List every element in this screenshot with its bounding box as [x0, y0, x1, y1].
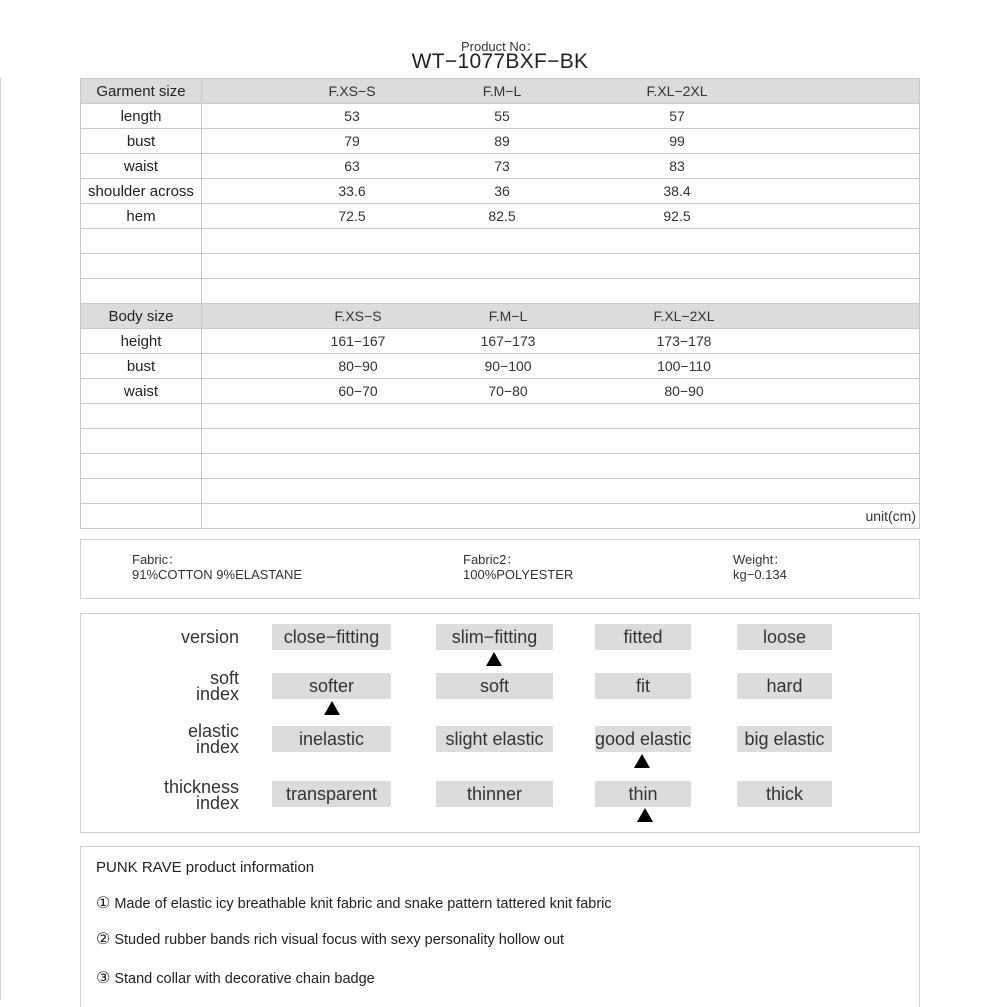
row-label: waist: [81, 379, 202, 404]
item-text: Studed rubber bands rich visual focus with sexy personality hollow out: [114, 932, 565, 948]
table-cell: 92.5: [663, 208, 691, 224]
table-cell: 60−70: [338, 383, 378, 399]
garment-size-col-header: F.XL−2XL: [646, 83, 708, 99]
table-cell: 83: [669, 158, 685, 174]
fabric-properties-box: [80, 613, 920, 833]
row-label: waist: [81, 154, 202, 179]
row-label: bust: [81, 354, 202, 379]
fabric-value: 91%COTTON 9%ELASTANE: [132, 567, 303, 582]
table-row: [81, 129, 920, 154]
elastic-option: big elastic: [737, 726, 832, 752]
thickness-option: thick: [737, 781, 832, 807]
thickness-index-label: thickness index: [163, 777, 239, 813]
empty-row: [81, 429, 920, 454]
table-cell: 99: [669, 133, 685, 149]
garment-size-header-row: [81, 79, 920, 104]
elastic-option: inelastic: [272, 726, 391, 752]
table-cell: 100−110: [657, 358, 711, 374]
version-option: slim−fitting: [436, 624, 553, 650]
product-no-label: Product No：: [460, 39, 540, 54]
table-cell: 55: [494, 108, 510, 124]
product-info-title: PUNK RAVE product information: [96, 859, 315, 876]
item-text: Stand collar with decorative chain badge: [114, 971, 375, 987]
selected-indicator-triangle-icon: [324, 701, 340, 715]
fabric-info-box: [80, 539, 920, 599]
table-cell: 80−90: [338, 358, 378, 374]
table-cell: 82.5: [488, 208, 516, 224]
row-label: length: [81, 104, 202, 129]
table-row: [81, 154, 920, 179]
soft-option: hard: [737, 673, 832, 699]
table-cell: 63: [344, 158, 360, 174]
thickness-option: thin: [595, 781, 691, 807]
garment-size-col-header: F.M−L: [482, 83, 522, 99]
list-item: [96, 893, 612, 913]
list-item: [96, 968, 375, 988]
item-text: Made of elastic icy breathable knit fabric and snake pattern tattered knit fabric: [114, 896, 612, 912]
table-row: [81, 179, 920, 204]
empty-row: [81, 229, 920, 254]
selected-indicator-triangle-icon: [637, 808, 653, 822]
empty-row: [81, 254, 920, 279]
weight-label: Weight：: [733, 552, 787, 567]
garment-size-col-header: F.XS−S: [328, 83, 376, 99]
thickness-option: thinner: [436, 781, 553, 807]
row-label: height: [81, 329, 202, 354]
fabric-label: Fabric：: [132, 552, 182, 567]
item-number: ①: [96, 895, 111, 912]
soft-option: soft: [436, 673, 553, 699]
table-cell: 73: [494, 158, 510, 174]
table-cell: 80−90: [664, 383, 704, 399]
body-size-header-row: [81, 304, 920, 329]
selected-indicator-triangle-icon: [634, 754, 650, 768]
item-number: ②: [96, 931, 111, 948]
soft-option: fit: [595, 673, 691, 699]
body-size-col-header: F.XS−S: [334, 308, 382, 324]
weight-value: kg−0.134: [733, 567, 787, 582]
empty-row: [81, 479, 920, 504]
fabric2-label: Fabric2：: [463, 552, 520, 567]
unit-row: [81, 504, 920, 529]
table-row: [81, 379, 920, 404]
elastic-option: slight elastic: [436, 726, 553, 752]
product-info-box: [80, 846, 920, 1007]
fabric2-value: 100%POLYESTER: [463, 567, 574, 582]
unit-label: unit(cm): [202, 504, 920, 529]
empty-row: [81, 279, 920, 304]
table-cell: 53: [344, 108, 360, 124]
product-code: WT−1077BXF−BK: [411, 50, 589, 73]
table-cell: 57: [669, 108, 685, 124]
item-number: ③: [96, 970, 111, 987]
table-cell: 90−100: [484, 358, 532, 374]
table-cell: 70−80: [488, 383, 528, 399]
version-label: version: [180, 627, 239, 647]
version-option: close−fitting: [272, 624, 391, 650]
table-cell: 72.5: [338, 208, 366, 224]
table-row: [81, 104, 920, 129]
page-left-border: [0, 78, 1, 1000]
fabric-info: [132, 552, 302, 582]
size-table: [80, 78, 920, 529]
table-row: [81, 354, 920, 379]
row-label: shoulder across: [81, 179, 202, 204]
garment-size-title: Garment size: [81, 79, 202, 104]
thickness-option: transparent: [272, 781, 391, 807]
row-label: hem: [81, 204, 202, 229]
table-cell: 161−167: [330, 333, 386, 349]
body-size-title: Body size: [81, 304, 202, 329]
weight-info: [733, 552, 787, 582]
list-item: [96, 929, 564, 949]
elastic-option: good elastic: [595, 726, 691, 752]
table-cell: 79: [344, 133, 360, 149]
empty-row: [81, 454, 920, 479]
body-size-col-header: F.XL−2XL: [653, 308, 715, 324]
elastic-index-label: elastic index: [187, 721, 239, 757]
version-option: loose: [737, 624, 832, 650]
body-size-col-header: F.M−L: [488, 308, 528, 324]
soft-index-label: soft index: [195, 668, 239, 704]
table-row: [81, 329, 920, 354]
empty-row: [81, 404, 920, 429]
selected-indicator-triangle-icon: [486, 652, 502, 666]
table-cell: 89: [494, 133, 510, 149]
soft-option: softer: [272, 673, 391, 699]
table-cell: 33.6: [338, 183, 366, 199]
fabric2-info: [463, 552, 573, 582]
table-cell: 167−173: [480, 333, 536, 349]
table-cell: 36: [494, 183, 510, 199]
table-row: [81, 204, 920, 229]
version-option: fitted: [595, 624, 691, 650]
row-label: bust: [81, 129, 202, 154]
table-cell: 173−178: [656, 333, 712, 349]
table-cell: 38.4: [663, 183, 691, 199]
